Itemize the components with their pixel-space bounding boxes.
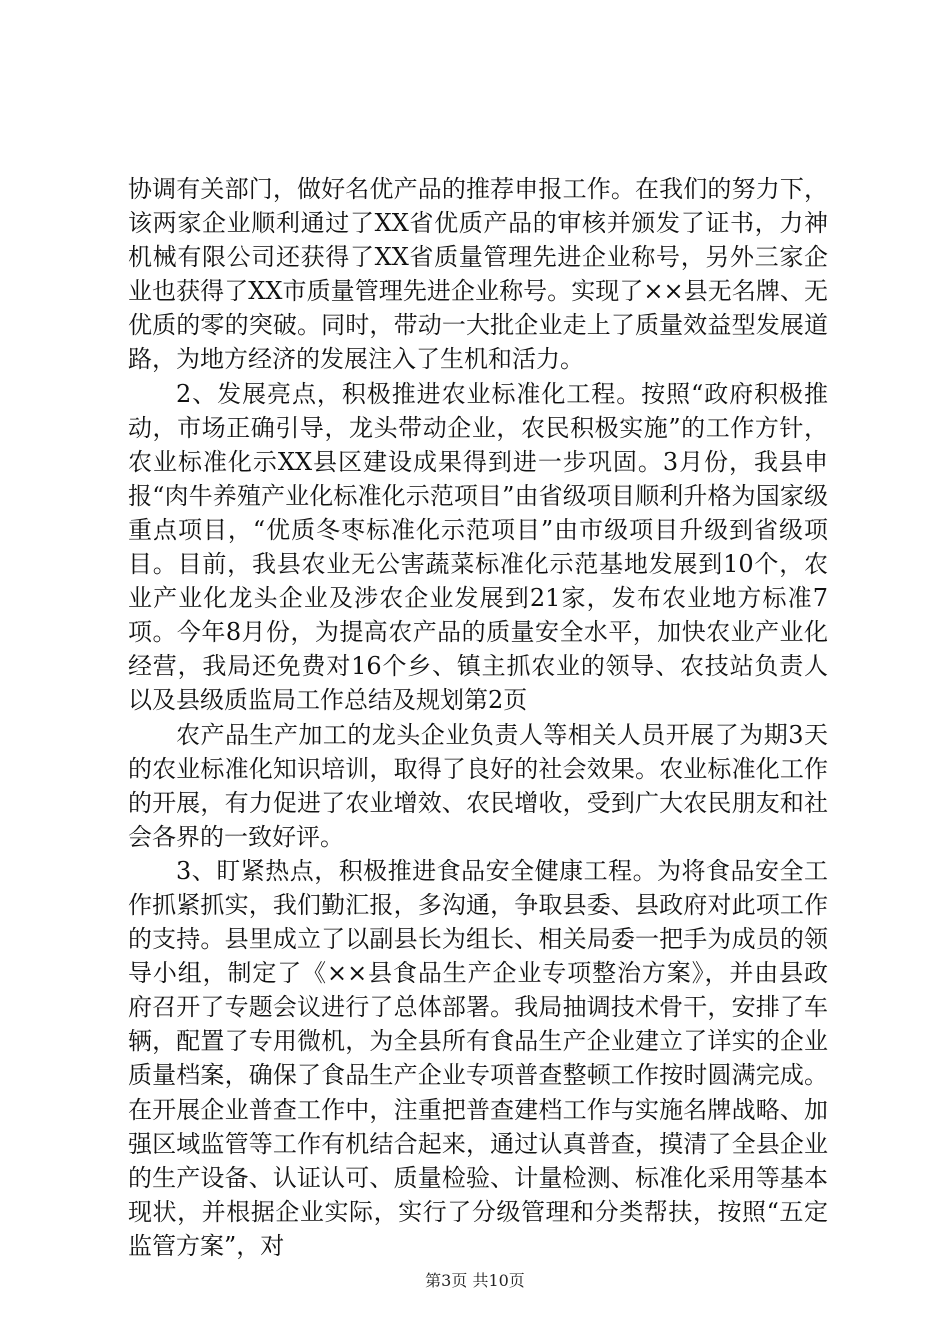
paragraph-3: 农产品生产加工的龙头企业负责人等相关人员开展了为期3天的农业标准化知识培训，取得了良好的社会效果。农业标准化工作的开展，有力促进了农业增效、农民增收，受到广大农民朋友和社会各界的一致好评。 xyxy=(128,720,828,851)
paragraph-2: 2、发展亮点，积极推进农业标准化工程。按照“政府积极推动，市场正确引导，龙头带动企业，农民积极实施”的工作方针，农业标准化示XX县区建设成果得到进一步巩固。3月份，我县申报“肉牛养殖产业化标准化示范项目”由省级项目顺利升格为国家级重点项目，“优质冬枣标准化示范项目”由市级项目升级到省级项目。目前，我县农业无公害蔬菜标准化示范基地发展到10个，农业产业化龙头企业及涉农企业发展到21家，发布农业地方标准7项。今年8月份，为提高农产品的质量安全水平，加快农业产业化经营，我局还免费对16个乡、镇主抓农业的领导、农技站负责人以及县级质监局工作总结及规划第2页 xyxy=(128,379,828,715)
paragraph-4: 3、盯紧热点，积极推进食品安全健康工程。为将食品安全工作抓紧抓实，我们勤汇报，多沟通，争取县委、县政府对此项工作的支持。县里成立了以副县长为组长、相关局委一把手为成员的领导小组，制定了《××县食品生产企业专项整治方案》，并由县政府召开了专题会议进行了总体部署。我局抽调技术骨干，安排了车辆，配置了专用微机，为全县所有食品生产企业建立了详实的企业质量档案，确保了食品生产企业专项普查整顿工作按时圆满完成。在开展企业普查工作中，注重把普查建档工作与实施名牌战略、加强区域监管等工作有机结合起来，通过认真普查，摸清了全县企业的生产设备、认证认可、质量检验、计量检测、标准化采用等基本现状，并根据企业实际，实行了分级管理和分类帮扶，按照“五定监管方案”，对 xyxy=(128,856,828,1260)
document-body xyxy=(128,172,828,1263)
page-footer: 第3页 共10页 xyxy=(425,1271,525,1290)
paragraph-1: 协调有关部门，做好名优产品的推荐申报工作。在我们的努力下，该两家企业顺利通过了XX省优质产品的审核并颁发了证书，力神机械有限公司还获得了XX省质量管理先进企业称号，另外三家企业也获得了XX市质量管理先进企业称号。实现了××县无名牌、无优质的零的突破。同时，带动一大批企业走上了质量效益型发展道路，为地方经济的发展注入了生机和活力。 xyxy=(128,175,828,374)
